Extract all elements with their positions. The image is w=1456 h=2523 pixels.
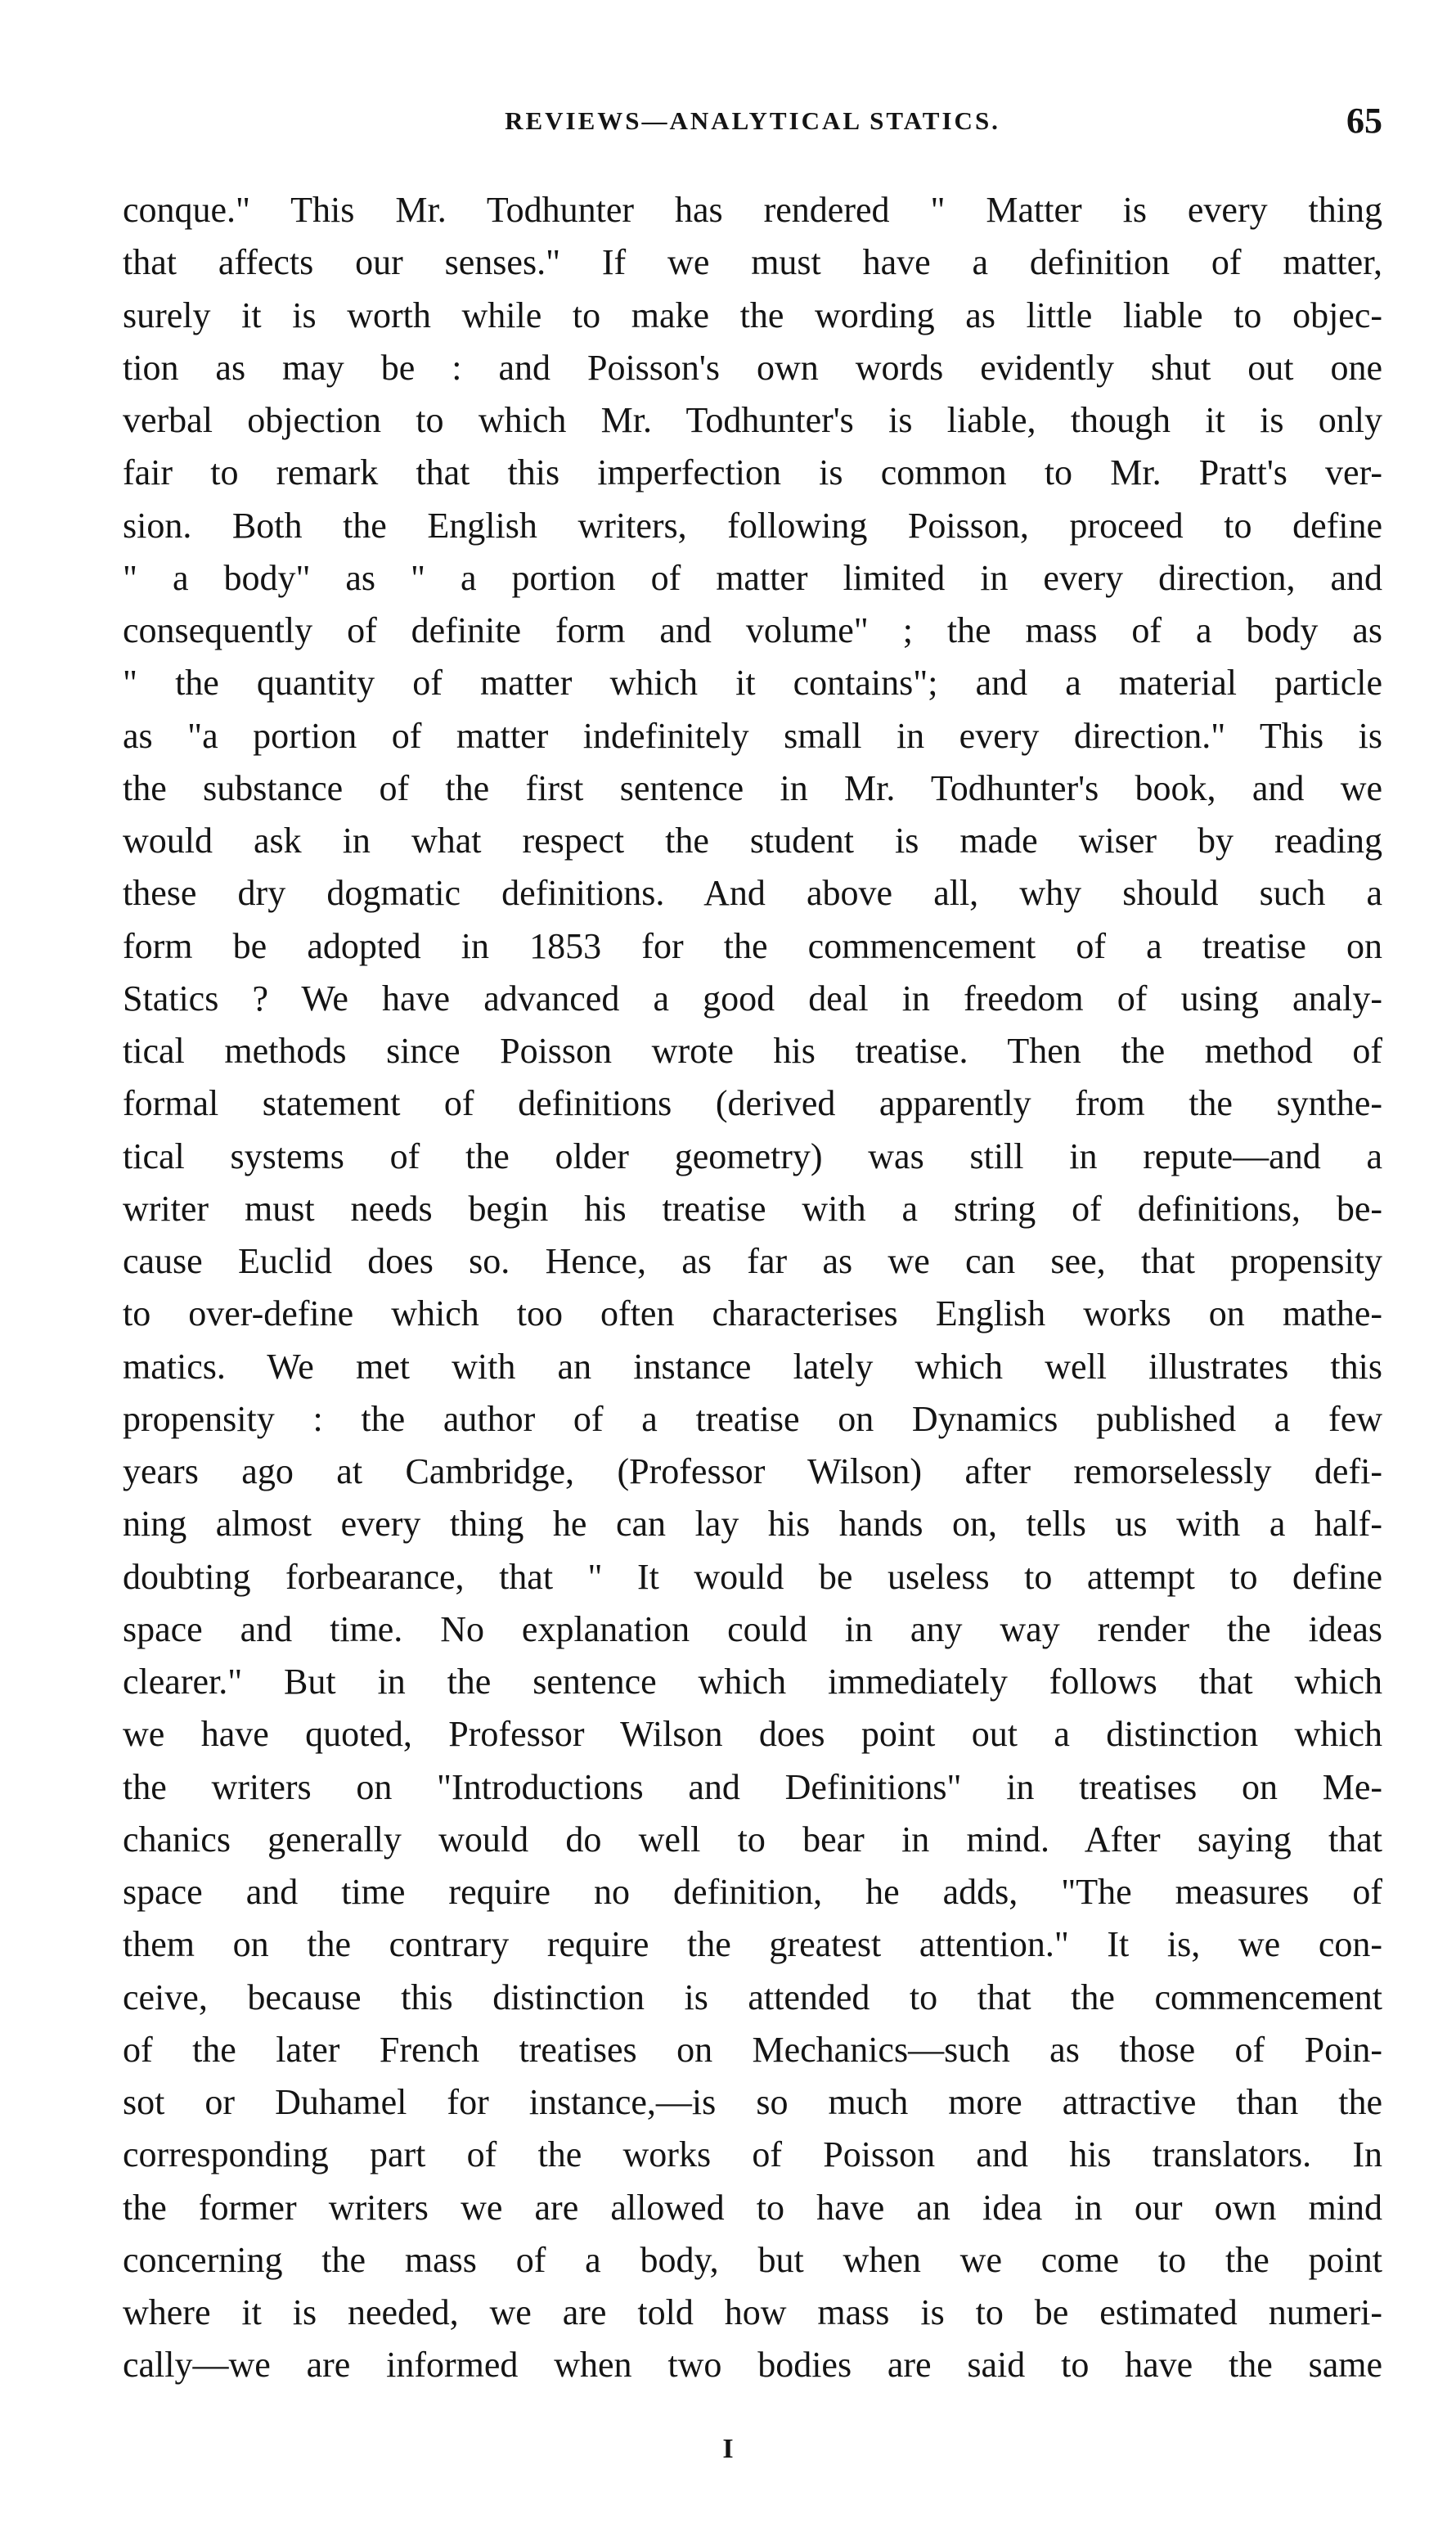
text-line: space and time require no definition, he adds, "The measures of <box>123 1872 1382 1912</box>
text-line: we have quoted, Professor Wilson does point out a distinction which <box>123 1714 1382 1755</box>
text-line: these dry dogmatic definitions. And above all, why should such a <box>123 873 1382 914</box>
text-line: sot or Duhamel for instance,—is so much more attractive than the <box>123 2082 1382 2122</box>
text-line: corresponding part of the works of Poisson and his translators. In <box>123 2134 1382 2175</box>
text-line: doubting forbearance, that " It would be useless to attempt to define <box>123 1556 1382 1597</box>
text-line: " a body" as " a portion of matter limited in every direction, and <box>123 557 1382 598</box>
text-line: " the quantity of matter which it contains"; and a material particle <box>123 663 1382 704</box>
signature-mark: I <box>722 2434 734 2464</box>
text-line: tion as may be : and Poisson's own words evidently shut out one <box>123 347 1382 388</box>
text-line: writer must needs begin his treatise with a string of definitions, be- <box>123 1188 1382 1229</box>
text-line: fair to remark that this imperfection is common to Mr. Pratt's ver- <box>123 452 1382 493</box>
text-line: propensity : the author of a treatise on Dynamics published a few <box>123 1398 1382 1439</box>
text-line: the former writers we are allowed to have an idea in our own mind <box>123 2187 1382 2228</box>
text-line: chanics generally would do well to bear in mind. After saying that <box>123 1819 1382 1860</box>
text-line: matics. We met with an instance lately which well illustrates this <box>123 1346 1382 1387</box>
text-line: that affects our senses." If we must have a definition of matter, <box>123 242 1382 283</box>
text-line: concerning the mass of a body, but when we come to the point <box>123 2239 1382 2280</box>
text-line: conque." This Mr. Todhunter has rendered " Matter is every thing <box>123 190 1382 230</box>
text-line: years ago at Cambridge, (Professor Wilson) after remorselessly defi- <box>123 1451 1382 1491</box>
page-number: 65 <box>1346 101 1382 141</box>
text-line: surely it is worth while to make the wording as little liable to objec- <box>123 295 1382 335</box>
text-line: ceive, because this distinction is attended to that the commencement <box>123 1977 1382 2017</box>
text-line: cally—we are informed when two bodies are said to have the same <box>123 2345 1382 2386</box>
text-line: cause Euclid does so. Hence, as far as we can see, that propensity <box>123 1241 1382 1281</box>
text-line: them on the contrary require the greatest attention." It is, we con- <box>123 1924 1382 1965</box>
text-line: to over-define which too often characterises English works on mathe- <box>123 1293 1382 1334</box>
running-head <box>123 100 1382 149</box>
text-line: clearer." But in the sentence which immediately follows that which <box>123 1662 1382 1702</box>
text-line: as "a portion of matter indefinitely small in every direction." This is <box>123 715 1382 756</box>
text-line: ning almost every thing he can lay his hands on, tells us with a half- <box>123 1504 1382 1545</box>
text-line: where it is needed, we are told how mass is to be estimated numeri- <box>123 2292 1382 2332</box>
text-line: of the later French treatises on Mechanics—such as those of Poin- <box>123 2029 1382 2070</box>
text-line: form be adopted in 1853 for the commencement of a treatise on <box>123 925 1382 966</box>
running-title: REVIEWS—ANALYTICAL STATICS. <box>505 106 1000 135</box>
text-line: formal statement of definitions (derived apparently from the synthe- <box>123 1083 1382 1124</box>
text-line: the writers on "Introductions and Definitions" in treatises on Me- <box>123 1766 1382 1807</box>
text-line: sion. Both the English writers, following Poisson, proceed to define <box>123 505 1382 546</box>
text-line: consequently of definite form and volume" ; the mass of a body as <box>123 610 1382 650</box>
text-line: tical systems of the older geometry) was still in repute—and a <box>123 1136 1382 1176</box>
text-line: verbal objection to which Mr. Todhunter's is liable, though it is only <box>123 400 1382 440</box>
text-line: space and time. No explanation could in any way render the ideas <box>123 1608 1382 1649</box>
text-line: tical methods since Poisson wrote his treatise. Then the method of <box>123 1031 1382 1071</box>
body-text <box>123 184 1382 2392</box>
text-line: Statics ? We have advanced a good deal in freedom of using analy- <box>123 978 1382 1019</box>
text-line: the substance of the first sentence in Mr. Todhunter's book, and we <box>123 767 1382 808</box>
text-line: would ask in what respect the student is made wiser by reading <box>123 821 1382 861</box>
